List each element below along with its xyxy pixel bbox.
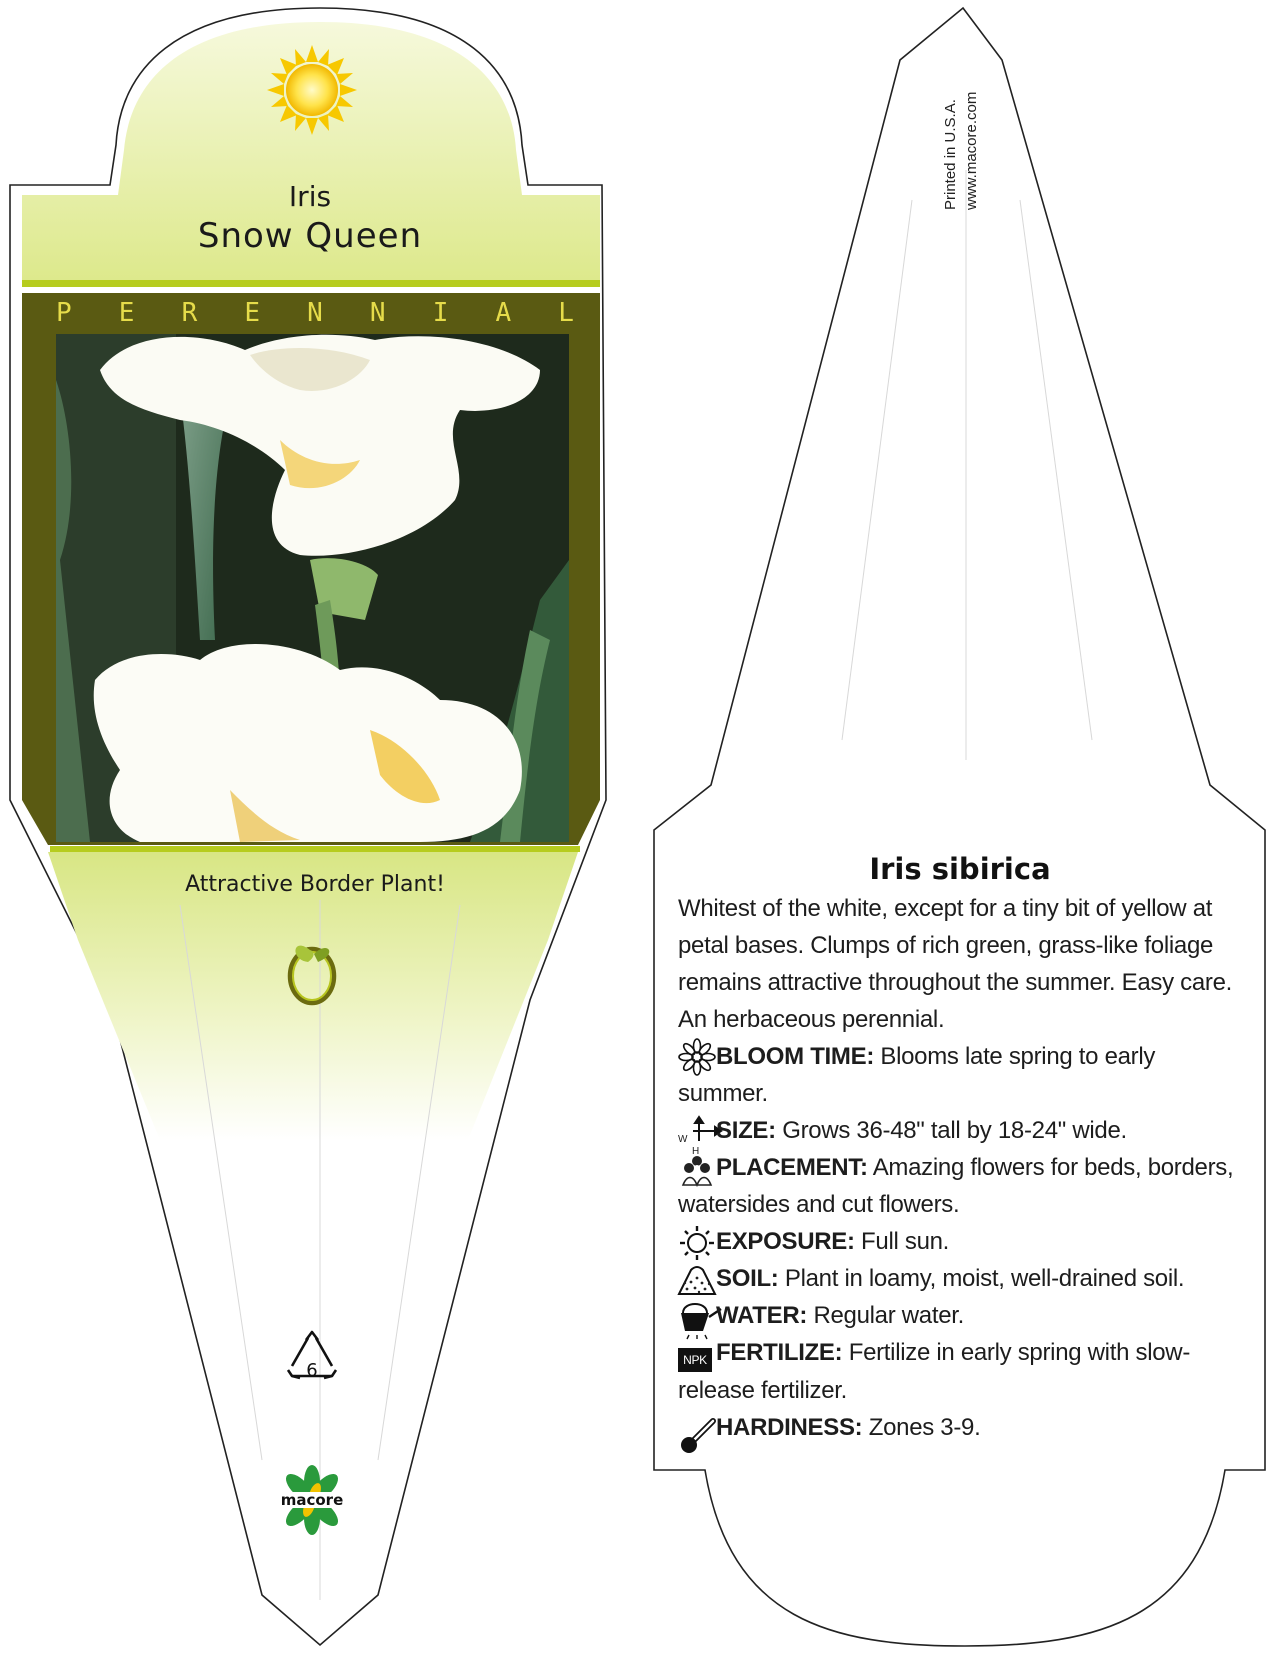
care-info — [678, 890, 1240, 1446]
category-letter: N — [369, 298, 388, 328]
bloom-time-row — [678, 1038, 1240, 1112]
category-letter: R — [181, 298, 200, 328]
water-row — [678, 1297, 1240, 1334]
exposure-row — [678, 1223, 1240, 1260]
size-label: SIZE: — [716, 1117, 776, 1144]
soil-value: Plant in loamy, moist, well-drained soil. — [784, 1265, 1185, 1292]
recycle-number: 6 — [306, 1360, 318, 1381]
plant-cultivar: Snow Queen — [197, 216, 423, 256]
water-label: WATER: — [716, 1302, 808, 1329]
description: Whitest of the white, except for a tiny bit of yellow at petal bases. Clumps of rich green, grass-like foliage remains attractive throughout the summer. Easy care. An herbaceous perennial. — [678, 895, 1232, 1033]
exposure-value: Full sun. — [861, 1228, 950, 1255]
size-value: Grows 36-48" tall by 18-24" wide. — [782, 1117, 1127, 1144]
hardiness-value: Zones 3-9. — [868, 1414, 981, 1441]
placement-label: PLACEMENT: — [716, 1154, 868, 1181]
printed-credit — [940, 70, 982, 210]
front-accent-line-bottom — [50, 846, 580, 852]
species-name: Iris sibirica — [869, 852, 1051, 886]
size-row — [678, 1112, 1240, 1157]
hardiness-label: HARDINESS: — [716, 1414, 863, 1441]
category-letter: N — [307, 298, 325, 328]
category-letter: E — [244, 298, 262, 328]
fertilize-row — [678, 1334, 1240, 1409]
water-value: Regular water. — [813, 1302, 964, 1329]
printed-line: Printed in U.S.A. — [942, 99, 959, 210]
size-icon-h: H — [692, 1146, 699, 1157]
sun-icon — [267, 45, 357, 135]
front-accent-line-top — [22, 280, 600, 287]
fertilize-label: FERTILIZE: — [716, 1339, 843, 1366]
iris-photo — [56, 334, 569, 842]
bloom-time-value: Blooms late spring to early summer. — [678, 1043, 1156, 1107]
hardiness-row — [678, 1409, 1240, 1446]
category-letter: P — [56, 298, 74, 328]
category-letter: E — [118, 298, 137, 328]
category-letter: L — [558, 298, 576, 328]
placement-value: Amazing flowers for beds, borders, watersides and cut flowers. — [678, 1154, 1234, 1218]
category-letter: A — [495, 298, 514, 328]
category-letter: I — [432, 298, 451, 328]
npk-icon: NPK — [678, 1348, 712, 1372]
website-line: www.macore.com — [963, 91, 980, 210]
tagline: Attractive Border Plant! — [185, 872, 445, 897]
brand-name: macore — [280, 1491, 344, 1509]
exposure-label: EXPOSURE: — [716, 1228, 855, 1255]
fertilize-value: Fertilize in early spring with slow-release fertilizer. — [678, 1339, 1191, 1404]
size-icon-w: W — [678, 1134, 688, 1145]
plant-genus: Iris — [288, 180, 332, 213]
soil-row — [678, 1260, 1240, 1297]
category-label — [56, 298, 576, 328]
soil-label: SOIL: — [716, 1265, 779, 1292]
bloom-time-label: BLOOM TIME: — [716, 1043, 875, 1070]
placement-row — [678, 1149, 1240, 1223]
